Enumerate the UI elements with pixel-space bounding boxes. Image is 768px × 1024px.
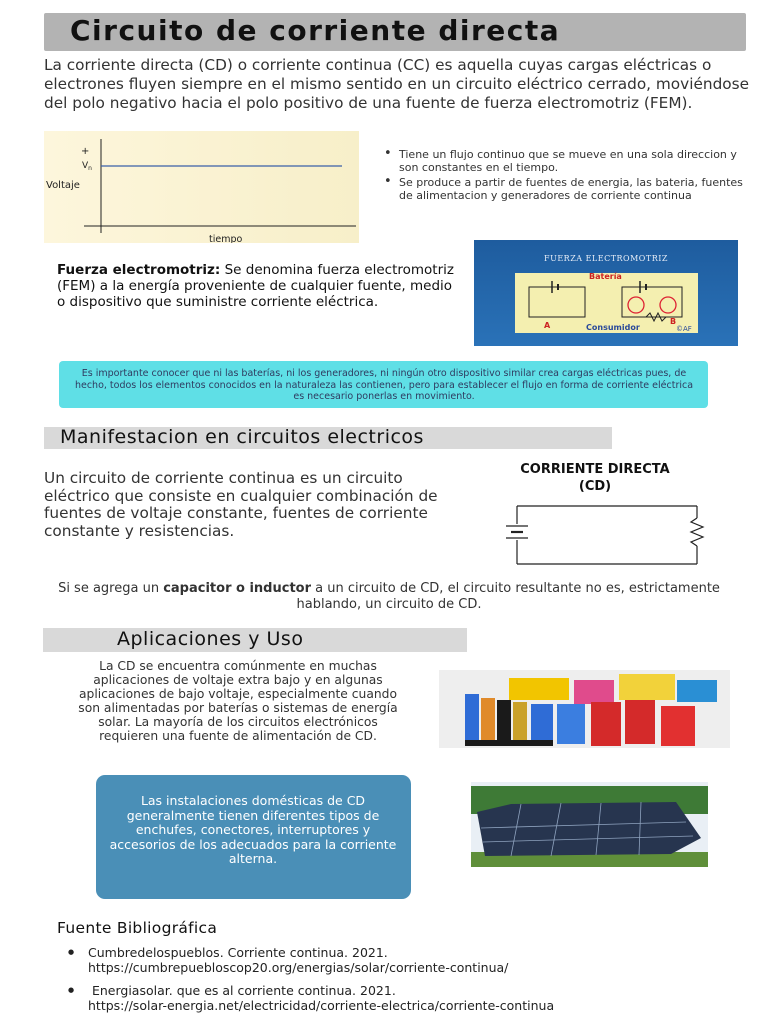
fem-definition [57, 262, 462, 310]
solar-panel-image [471, 782, 708, 867]
graph-plus-label: + [81, 146, 90, 157]
characteristics-list [384, 148, 754, 204]
reference-citation: ● Cumbredelospueblos. Corriente continua. 2021. [88, 945, 388, 960]
batteries-svg [439, 670, 730, 748]
list-item [68, 983, 758, 1013]
reference-url[interactable]: https://cumbrepuebloscop20.org/energias/solar/corriente-continua/ [88, 960, 509, 975]
fem-diagram-svg [474, 240, 738, 346]
graph-x-label: tiempo [209, 234, 243, 243]
circuit-definition: Un circuito de corriente continua es un circuito eléctrico que consiste en cualquier combinación de fuentes de voltaje constante, fuentes de corriente constante y resistencias. [44, 469, 438, 540]
reference-url[interactable]: https://solar-energia.net/electricidad/corriente-electrica/corriente-continua [88, 998, 555, 1013]
section-heading-aplicaciones: Aplicaciones y Uso [117, 628, 304, 650]
note-text: Es importante conocer que ni las baterías, ni los generadores, ni ningún otro dispositivo similar crea cargas eléctricas pues, de hecho, todos los elementos conocidos en la naturaleza las contienen, pero para establecer el flujo en forma de corriente eléctrica es necesario ponerlas en movimiento. [74, 368, 694, 402]
dc-circuit-svg [484, 458, 716, 576]
capacitor-note [44, 581, 734, 613]
fem-credit-label: ©AF [676, 325, 692, 333]
references-list [68, 945, 758, 1021]
list-item [68, 945, 758, 975]
circuit-title: CORRIENTE DIRECTA [520, 462, 670, 477]
applications-paragraph: La CD se encuentra comúnmente en muchas aplicaciones de voltaje extra bajo y en algunas aplicaciones de bajo voltaje, especialmente cuando son alimentadas por baterías o sistemas de energía solar. La mayoría de los circuitos electrónicos requieren una fuente de alimentación de CD. [78, 659, 398, 743]
fem-b-label: B [670, 317, 677, 326]
circuit-subtitle: (CD) [578, 479, 612, 494]
batteries-image [439, 670, 730, 748]
capacitor-note-after: a un circuito de CD, el circuito resultante no es, estrictamente hablando, un circuito de CD. [296, 581, 720, 612]
fem-term: Fuerza electromotriz: [57, 262, 221, 278]
fem-definition-text: Se denomina fuerza electromotriz (FEM) a la energía proveniente de cualquier fuente, medio o dispositivo que suministre corriente eléctrica. [57, 262, 454, 310]
dc-circuit-diagram [484, 458, 716, 576]
reference-citation: ● Energiasolar. que es al corriente continua. 2021. [88, 983, 396, 998]
fem-image-title: FUERZA ELECTROMOTRIZ [544, 254, 668, 263]
voltage-graph [44, 131, 359, 243]
info-box-text: Las instalaciones domésticas de CD generalmente tienen diferentes tipos de enchufes, conectores, interruptores y accesorios de los adecuados para la corriente alterna. [109, 793, 397, 866]
page-title: Circuito de corriente directa [70, 14, 561, 47]
graph-level-label: $V_n$ [82, 161, 92, 172]
resistor-symbol [691, 518, 703, 546]
list-item: • Se produce a partir de fuentes de energia, las bateria, fuentes de alimentacion y generadores de corriente continua [384, 176, 754, 202]
references-heading: Fuente Bibliográfica [57, 919, 218, 937]
capacitor-note-bold: capacitor o inductor [163, 581, 311, 596]
intro-paragraph: La corriente directa (CD) o corriente continua (CC) es aquella cuyas cargas eléctricas o electrones fluyen siempre en el mismo sentido en un circuito eléctrico cerrado, moviéndose del polo negativo hacia el polo positivo de una fuente de fuerza electromotriz (FEM). [44, 56, 750, 112]
list-item: • Tiene un flujo continuo que se mueve en una sola direccion y son constantes en el tiempo. [384, 148, 754, 174]
fem-diagram-image [474, 240, 738, 346]
voltage-graph-svg [44, 131, 359, 243]
capacitor-note-before: Si se agrega un [58, 581, 164, 596]
fem-bateria-label: Batería [589, 272, 622, 281]
solar-panel-svg [471, 782, 708, 867]
graph-y-label: Voltaje [46, 180, 80, 191]
section-heading-circuitos: Manifestacion en circuitos electricos [60, 426, 424, 448]
fem-a-label: A [544, 321, 551, 330]
fem-consumidor-label: Consumidor [586, 323, 640, 332]
